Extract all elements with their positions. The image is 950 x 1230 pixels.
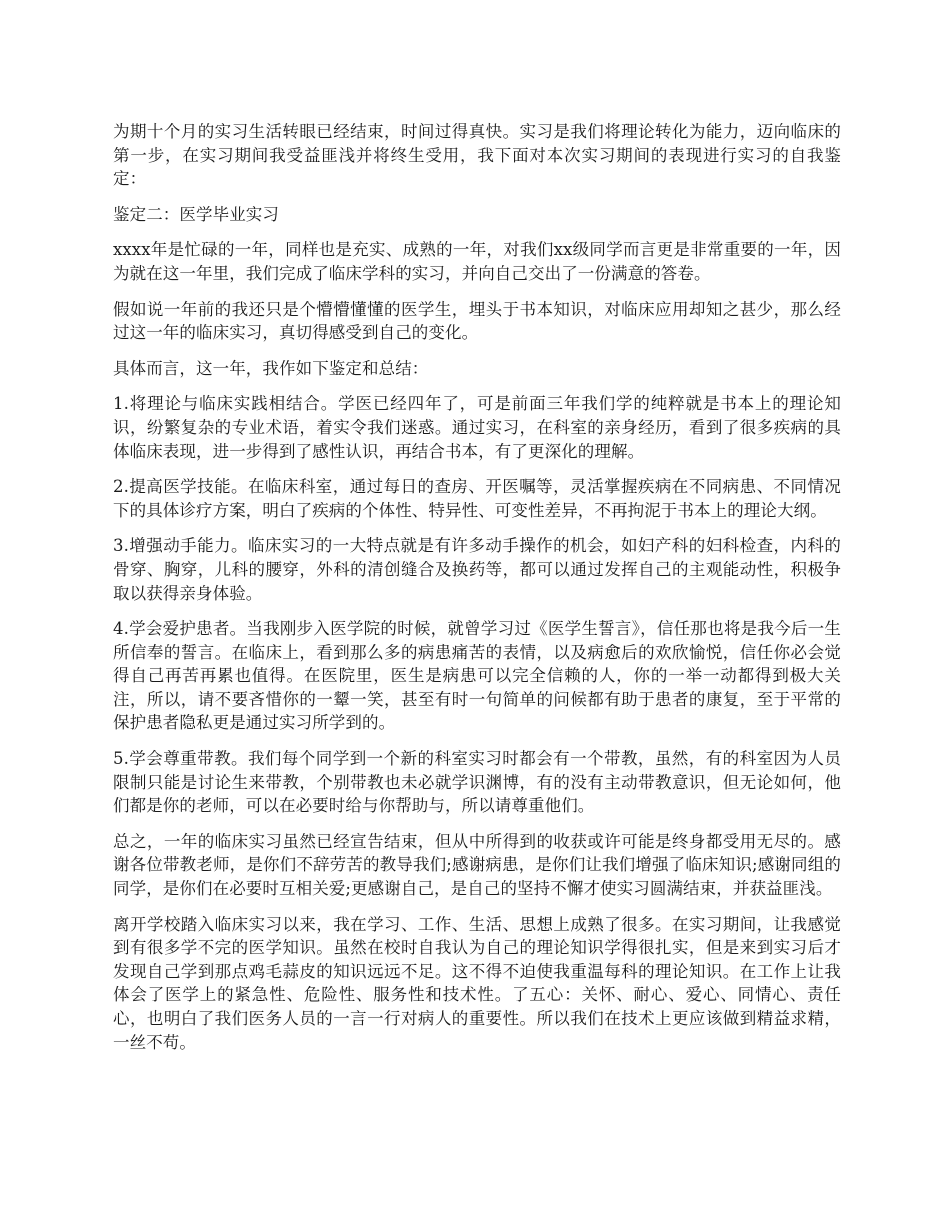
section-heading: 鉴定二：医学毕业实习: [113, 204, 279, 224]
document-body: [113, 120, 841, 1066]
summary-paragraph: 总之，一年的临床实习虽然已经宣告结束，但从中所得到的收获或许可能是终身都受用无尽的。感谢各位带教老师，是你们不辞劳苦的教导我们;感谢病患，是你们让我们增强了临床知识;感谢同组的同学，是你们在必要时互相关爱;更感谢自己，是自己的坚持不懈才使实习圆满结束，并获益匪浅。: [113, 831, 841, 899]
numbered-item-4: 4.学会爱护患者。当我刚步入医学院的时候，就曾学习过《医学生誓言》，信任那也将是我今后一生所信奉的誓言。在临床上，看到那么多的病患痛苦的表情，以及病愈后的欢欣愉悦，信任你必会觉得自己再苦再累也值得。在医院里，医生是病患可以完全信赖的人，你的一举一动都得到极大关注，所以，请不要吝惜你的一颦一笑，甚至有时一句简单的问候都有助于患者的康复，至于平常的保护患者隐私更是通过实习所学到的。: [113, 619, 841, 733]
body-paragraph: 假如说一年前的我还只是个懵懵懂懂的医学生，埋头于书本知识，对临床应用却知之甚少，那么经过这一年的临床实习，真切得感受到自己的变化。: [113, 299, 841, 343]
numbered-item-5: 5.学会尊重带教。我们每个同学到一个新的科室实习时都会有一个带教，虽然，有的科室因为人员限制只能是讨论生来带教，个别带教也未必就学识渊博，有的没有主动带教意识，但无论如何，他们都是你的老师，可以在必要时给与你帮助与，所以请尊重他们。: [113, 749, 841, 816]
body-paragraph: xxxx年是忙碌的一年，同样也是充实、成熟的一年，对我们xx级同学而言更是非常重要的一年，因为就在这一年里，我们完成了临床学科的实习，并向自己交出了一份满意的答卷。: [113, 240, 841, 283]
numbered-item-1: 1.将理论与临床实践相结合。学医已经四年了，可是前面三年我们学的纯粹就是书本上的理论知识，纷繁复杂的专业术语，着实令我们迷惑。通过实习，在科室的亲身经历，看到了很多疾病的具体临床表现，进一步得到了感性认识，再结合书本，有了更深化的理解。: [113, 394, 841, 461]
numbered-item-2: 2.提高医学技能。在临床科室，通过每日的查房、开医嘱等，灵活掌握疾病在不同病患、不同情况下的具体诊疗方案，明白了疾病的个体性、特异性、可变性差异，不再拘泥于书本上的理论大纲。: [113, 477, 841, 520]
numbered-item-3: 3.增强动手能力。临床实习的一大特点就是有许多动手操作的机会，如妇产科的妇科检查，内科的骨穿、胸穿，儿科的腰穿，外科的清创缝合及换药等，都可以通过发挥自己的主观能动性，积极争取以获得亲身体验。: [113, 536, 841, 603]
intro-paragraph: 为期十个月的实习生活转眼已经结束，时间过得真快。实习是我们将理论转化为能力，迈向临床的第一步，在实习期间我受益匪浅并将终生受用，我下面对本次实习期间的表现进行实习的自我鉴定：: [113, 122, 841, 189]
closing-paragraph: 离开学校踏入临床实习以来，我在学习、工作、生活、思想上成熟了很多。在实习期间，让我感觉到有很多学不完的医学知识。虽然在校时自我认为自己的理论知识学得很扎实，但是来到实习后才发现自己学到那点鸡毛蒜皮的知识远远不足。这不得不迫使我重温每科的理论知识。在工作上让我体会了医学上的紧急性、危险性、服务性和技术性。了五心：关怀、耐心、爱心、同情心、责任心，也明白了我们医务人员的一言一行对病人的重要性。所以我们在技术上更应该做到精益求精，一丝不苟。: [113, 914, 841, 1052]
body-paragraph: 具体而言，这一年，我作如下鉴定和总结：: [113, 358, 429, 378]
